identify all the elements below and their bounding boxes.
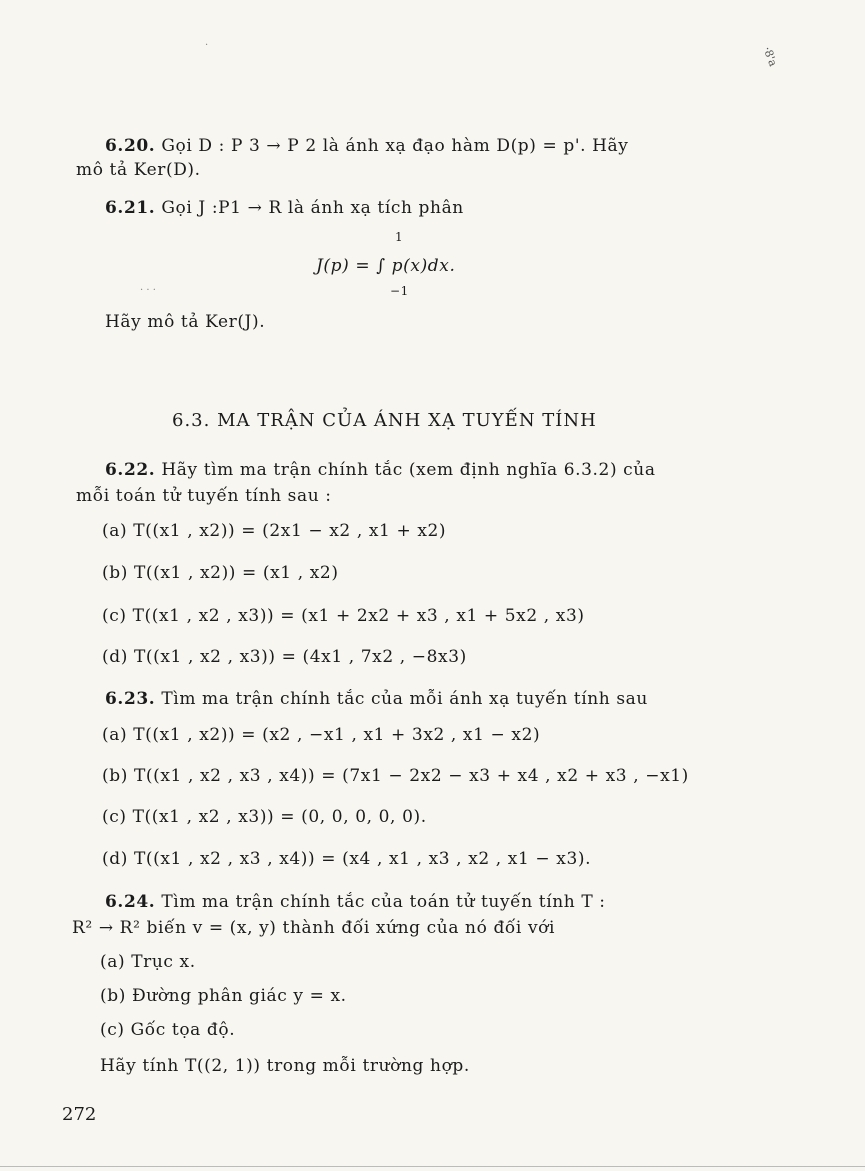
problem-6-21-line1 [105, 198, 464, 218]
problem-number: 6.20. [105, 136, 156, 156]
problem-number: 6.21. [105, 198, 156, 218]
speck: · · · [140, 285, 156, 296]
problem-number: 6.22. [105, 460, 156, 480]
integral-formula: J(p) = ∫ p(x)dx. [316, 256, 456, 276]
corner-mark: ·8'a [760, 44, 780, 69]
problem-text: Gọi D : P 3 → P 2 là ánh xạ đạo hàm D(p) = p'. Hãy [161, 136, 629, 156]
item-6-24-c: (c) Gốc tọa độ. [100, 1020, 236, 1040]
bottom-border [0, 1166, 865, 1167]
problem-text: Hãy tìm ma trận chính tắc (xem định nghĩa 6.3.2) của [161, 460, 656, 480]
item-6-23-a: (a) T((x1 , x2)) = (x2 , −x1 , x1 + 3x2 , x1 − x2) [102, 725, 541, 745]
item-6-22-a: (a) T((x1 , x2)) = (2x1 − x2 , x1 + x2) [102, 521, 447, 541]
item-6-22-c: (c) T((x1 , x2 , x3)) = (x1 + 2x2 + x3 , x1 + 5x2 , x3) [102, 606, 585, 626]
problem-6-20-line1 [105, 136, 629, 156]
problem-text: Tìm ma trận chính tắc của mỗi ánh xạ tuyến tính sau [161, 689, 648, 709]
item-6-23-b: (b) T((x1 , x2 , x3 , x4)) = (7x1 − 2x2 − x3 + x4 , x2 + x3 , −x1) [102, 766, 689, 786]
item-6-23-c: (c) T((x1 , x2 , x3)) = (0, 0, 0, 0, 0). [102, 807, 427, 827]
problem-6-24-line2: R² → R² biến v = (x, y) thành đối xứng của nó đối với [72, 918, 556, 938]
integral-upper-limit: 1 [395, 230, 404, 244]
section-title: 6.3. MA TRẬN CỦA ÁNH XẠ TUYẾN TÍNH [172, 410, 597, 431]
problem-6-22-line1 [105, 460, 656, 480]
speck: · [205, 40, 209, 51]
item-6-22-b: (b) T((x1 , x2)) = (x1 , x2) [102, 563, 339, 583]
item-6-24-b: (b) Đường phân giác y = x. [100, 986, 347, 1006]
problem-6-20-line2: mô tả Ker(D). [76, 160, 201, 180]
item-6-24-a: (a) Trục x. [100, 952, 196, 972]
problem-number: 6.24. [105, 892, 156, 912]
problem-6-21-line2: Hãy mô tả Ker(J). [105, 312, 266, 332]
problem-6-24-line1 [105, 892, 606, 912]
problem-6-24-closing: Hãy tính T((2, 1)) trong mỗi trường hợp. [100, 1056, 470, 1076]
problem-number: 6.23. [105, 689, 156, 709]
problem-text: Gọi J :P1 → R là ánh xạ tích phân [161, 198, 464, 218]
item-6-23-d: (d) T((x1 , x2 , x3 , x4)) = (x4 , x1 , x3 , x2 , x1 − x3). [102, 849, 592, 869]
problem-6-23-line1 [105, 689, 648, 709]
integral-lower-limit: −1 [390, 284, 409, 298]
item-6-22-d: (d) T((x1 , x2 , x3)) = (4x1 , 7x2 , −8x3) [102, 647, 467, 667]
problem-text: Tìm ma trận chính tắc của toán tử tuyến tính T : [161, 892, 606, 912]
page-number: 272 [62, 1104, 97, 1125]
problem-6-22-line2: mỗi toán tử tuyến tính sau : [76, 486, 332, 506]
